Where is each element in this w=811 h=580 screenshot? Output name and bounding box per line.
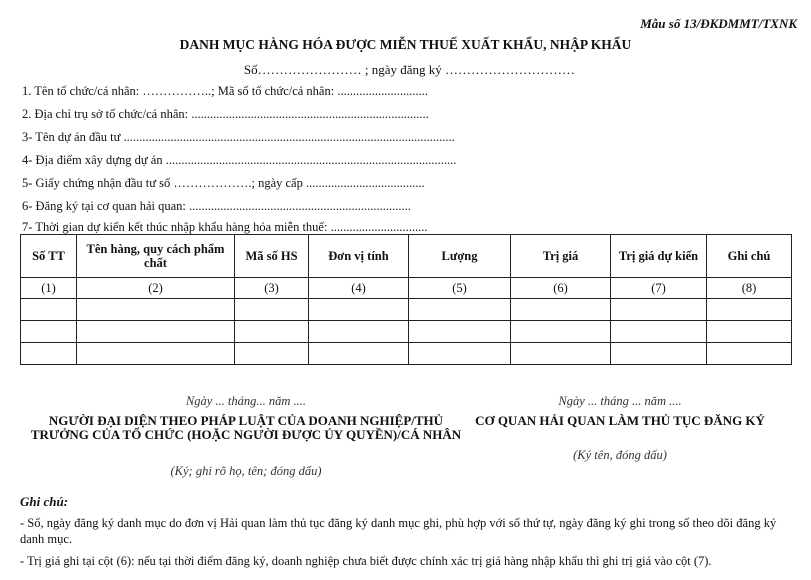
column-number: (7) [611,278,707,299]
field-project-location: 4- Địa điểm xây dựng dự án ............................................................................................. [22,153,457,167]
right-signature-date: Ngày ... tháng ... năm .... [558,394,682,408]
note-item: - Trị giá ghi tại cột (6): nếu tại thời điểm đăng ký, doanh nghiệp chưa biết được chính xác trị giá hàng nhập khẩu thì ghi trị giá vào cột (7). [20,554,712,568]
notes-heading: Ghi chú: [20,494,69,509]
column-number: (3) [235,278,309,299]
registration-number-line: Số…………………… ; ngày đăng ký ………………………… [243,62,576,77]
header-cell: Tên hàng, quy cách phẩm chất [77,235,235,278]
table-row [21,299,792,321]
form-code: Mẫu số 13/ĐKDMMT/TXNK [640,16,797,31]
field-head-office-address: 2. Địa chỉ trụ sở tổ chức/cá nhân: ............................................................................ [22,107,429,121]
column-number: (5) [409,278,511,299]
column-number-row [21,278,792,299]
left-signature-note: (Ký; ghi rõ họ, tên; đóng dấu) [170,464,322,478]
field-investment-certificate: 5- Giấy chứng nhận đầu tư số ……………….; ngày cấp ...................................... [22,176,425,190]
header-cell: Trị giá dự kiến [611,235,707,278]
field-organization-name: 1. Tên tổ chức/cá nhân: ……………..; Mã số tổ chức/cá nhân: ............................. [22,84,428,98]
column-number: (4) [309,278,409,299]
header-cell: Lượng [409,235,511,278]
table-row [21,343,792,365]
header-cell: Số TT [21,235,77,278]
field-investment-project-name: 3- Tên dự án đầu tư .......................................................................................................... [22,130,455,144]
document-title: DANH MỤC HÀNG HÓA ĐƯỢC MIỄN THUẾ XUẤT KHẨU, NHẬP KHẨU [179,37,632,52]
goods-table [20,234,792,365]
header-cell: Trị giá [511,235,611,278]
column-number: (6) [511,278,611,299]
column-number: (1) [21,278,77,299]
left-signature-title: NGƯỜI ĐẠI DIỆN THEO PHÁP LUẬT CỦA DOANH NGHIỆP/THỦ TRƯỞNG CỦA TỔ CHỨC (HOẶC NGƯỜI ĐƯỢC ỦY QUYỀN)/CÁ NHÂN [30,413,462,442]
header-cell: Mã số HS [235,235,309,278]
column-number: (8) [707,278,792,299]
column-number: (2) [77,278,235,299]
right-signature-note: (Ký tên, đóng dấu) [573,448,667,462]
note-item: - Số, ngày đăng ký danh mục do đơn vị Hải quan làm thủ tục đăng ký danh mục ghi, phù hợp với số thứ tự, ngày đăng ký ghi trong sổ theo dõi đăng ký danh mục. [20,516,777,546]
field-customs-office: 6- Đăng ký tại cơ quan hải quan: ....................................................................... [22,199,411,213]
header-cell: Ghi chú [707,235,792,278]
right-signature-title: CƠ QUAN HẢI QUAN LÀM THỦ TỤC ĐĂNG KÝ [475,413,765,428]
field-import-end-date: 7- Thời gian dự kiến kết thúc nhập khẩu hàng hóa miễn thuế: ............................... [22,220,428,234]
table-row [21,321,792,343]
table-header-row [21,235,792,278]
left-signature-date: Ngày ... tháng... năm .... [185,394,307,408]
header-cell: Đơn vị tính [309,235,409,278]
